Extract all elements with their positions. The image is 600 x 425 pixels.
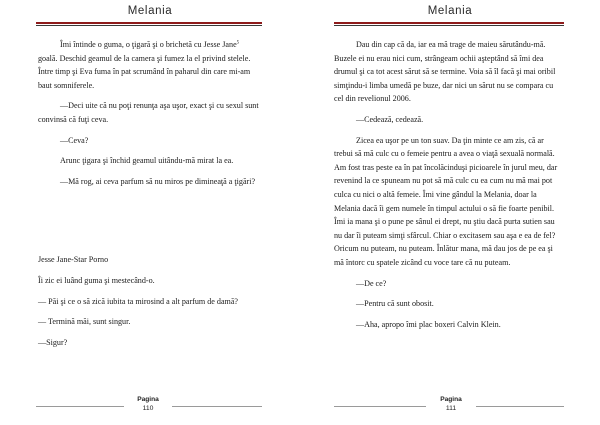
right-header-rule-thin [334,25,564,26]
paragraph: —Ceva? [60,135,89,145]
footnote-text: Jesse Jane-Star Porno [38,255,109,265]
right-footer-rule-left [334,406,426,407]
paragraph: —Pentru că sunt obosit. [356,299,434,309]
right-page-body [334,38,564,338]
paragraph: Dau din cap că da, iar ea mă trage de maieu sărutându-mă. Buzele ei nu erau nici cum, strângeam ochii aşteptând să îmi dea drumul şi ca tot acest sărut să se termine. Voia să îl facă şi mai oribil simţindu-i limba umedă pe buze, dar nici un sărut nu se compara cu cel din revelionul 2006. [334,40,556,104]
left-footer-label: Pagina [137,396,159,403]
paragraph: Îi zic ei luând guma şi mestecând-o. [38,275,155,285]
left-footer-rule-left [36,406,124,407]
left-page-number: 110 [142,405,154,412]
right-header-rule [334,22,564,24]
right-running-header: Melania [427,5,473,17]
right-page-number: 111 [445,405,457,412]
footnote-marker: 5 [236,40,240,46]
paragraph: — Păi şi ce o să zică iubita ta mirosind a alt parfum de damă? [38,296,239,306]
left-footer-rule-right [172,406,262,407]
right-page [300,0,600,425]
left-running-header: Melania [127,5,173,17]
paragraph: —Mă rog, ai ceva parfum să nu miros pe dimineaţă a ţigări? [60,176,256,186]
paragraph: Zicea ea uşor pe un ton suav. Da ţin minte ce am zis, că ar trebui să mă culc cu o femeie pentru a avea o viaţă sexuală normală. Am fost tras peste ea în pat încolăcinduşi picioarele în jurul meu, dar revenind la ce spuneam nu pot să mă culc cu ea cum nu mă mai pot culca cu nici o altă femeie. Îmi vine gândul la Melania, doar la Melania dacă îi gem numele în timpul actului o să fie foarte penibil. Îmi ia mana şi o pune pe sânul ei drept, nu ştiu dacă purta sutien sau nu dar îi puteam simţi sfârcul. Chiar o excitasem sau aşa e ea de fel? Oricum nu puteam, nu puteam. Înlătur mana, mă dau jos de pe ea şi mă întorc cu spatele zicând cu voce tare că nu puteam. [334,135,558,267]
paragraph: —Cedează, cedează. [356,114,424,124]
paragraph: —De ce? [356,278,387,288]
paragraph: Îmi întinde o guma, o ţigară şi o brichetă cu Jesse Jane$^5$ goală. Deschid geamul de la camera şi fumez la el privind stelele. Între timp şi Eva fuma în pat scrumând în paharul din care mi-am baut somniferele. [38,40,251,90]
right-footer-label: Pagina [440,396,462,403]
left-header-rule-thin [36,25,262,26]
paragraph: —Sigur? [38,337,68,347]
paragraph: — Termină măi, sunt singur. [38,317,131,327]
paragraph: Arunc ţigara şi închid geamul uitându-mă mirat la ea. [60,156,234,166]
left-header-rule [36,22,262,24]
paragraph: —Aha, apropo îmi plac boxeri Calvin Klein. [356,319,501,329]
left-page-body [38,38,262,356]
paragraph: —Deci uite că nu poţi renunţa aşa uşor, exact şi cu sexul sunt convinsă că fuţi ceva. [38,101,259,124]
right-footer-rule-right [476,406,564,407]
